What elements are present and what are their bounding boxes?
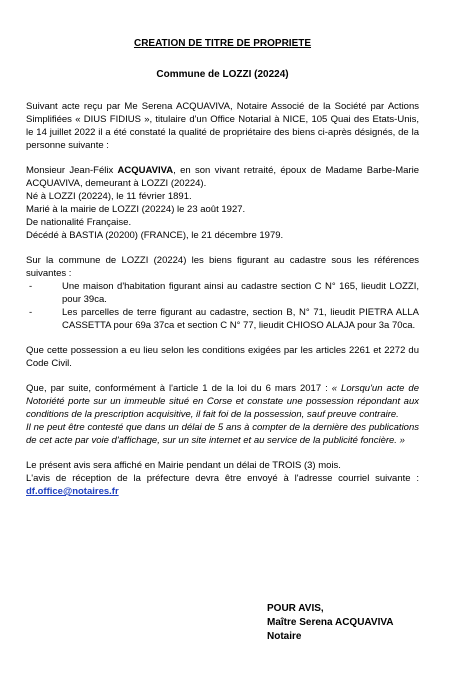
notice-receipt-text: L'avis de réception de la préfecture devra être envoyé à l'adresse courriel suivante : <box>26 473 419 484</box>
cadastre-block <box>26 254 419 332</box>
law-quote: « Lorsqu'un acte de Notoriété porte sur un immeuble situé en Corse et constate une possession répondant aux conditions de la prescription acquisitive, il fait foi de la possession, sauf preuve contraire. <box>26 383 419 420</box>
person-nationality: De nationalité Française. <box>26 217 132 228</box>
signature-name: Maître Serena ACQUAVIVA <box>267 617 394 628</box>
signature-block <box>267 602 394 644</box>
cadastre-item-text: Les parcelles de terre figurant au cadastre, section B, N° 71, lieudit PIETRA ALLA CASSETTA pour 69a 37ca et section C N° 77, lieudit CHIOSO ALAJA pour 3a 70ca. <box>62 307 419 331</box>
cadastre-item-text: Une maison d'habitation figurant ainsi au cadastre section C N° 165, lieudit LOZZI, pour 39ca. <box>62 281 419 305</box>
cadastre-item <box>26 280 419 306</box>
possession-paragraph: Que cette possession a eu lieu selon les conditions exigées par les articles 2261 et 2272 du Code Civil. <box>26 345 419 369</box>
person-death: Décédé à BASTIA (20200) (FRANCE), le 21 décembre 1979. <box>26 230 284 241</box>
cadastre-intro: Sur la commune de LOZZI (20224) les biens figurant au cadastre sous les références suivantes : <box>26 255 419 279</box>
law-intro: Que, par suite, conformément à l'article 1 de la loi du 6 mars 2017 : <box>26 383 332 394</box>
notice-block <box>26 459 419 498</box>
signature-pour-avis: POUR AVIS, <box>267 603 324 614</box>
law-block <box>26 382 419 447</box>
signature-title: Notaire <box>267 631 302 642</box>
person-surname: ACQUAVIVA <box>117 165 174 176</box>
dash-marker: - <box>29 307 33 318</box>
intro-paragraph: Suivant acte reçu par Me Serena ACQUAVIVA, Notaire Associé de la Société par Actions Simplifiées « DIUS FIDIUS », titulaire d'un Office Notarial à NICE, 105 Quai des Etats-Unis, le 14 juillet 2022 il a été constaté la qualité de propriétaire des biens ci-après désignés, de la personne suivante : <box>26 101 419 151</box>
person-marriage: Marié à la mairie de LOZZI (20224) le 23 août 1927. <box>26 204 246 215</box>
person-prefix: Monsieur Jean-Félix <box>26 165 118 176</box>
person-block <box>26 164 419 242</box>
law-paragraph <box>26 382 419 421</box>
dash-marker: - <box>29 281 33 292</box>
person-identity <box>26 164 419 190</box>
law-quote-continued: Il ne peut être contesté que dans un délai de 5 ans à compter de la dernière des publications de cet acte par voie d'affichage, sur un site internet et au service de la publicité foncière. » <box>26 422 419 446</box>
person-suffix: , en son vivant retraité, époux de Madame Barbe-Marie ACQUAVIVA, demeurant à LOZZI (20224). <box>26 165 419 189</box>
commune-heading: Commune de LOZZI (20224) <box>156 69 289 80</box>
person-birth: Né à LOZZI (20224), le 11 février 1891. <box>26 191 192 202</box>
email-link[interactable]: df.office@notaires.fr <box>26 486 119 497</box>
notice-display: Le présent avis sera affiché en Mairie pendant un délai de TROIS (3) mois. <box>26 460 341 471</box>
notice-receipt <box>26 472 419 498</box>
document-title: CREATION DE TITRE DE PROPRIETE <box>133 38 312 49</box>
cadastre-item <box>26 306 419 332</box>
